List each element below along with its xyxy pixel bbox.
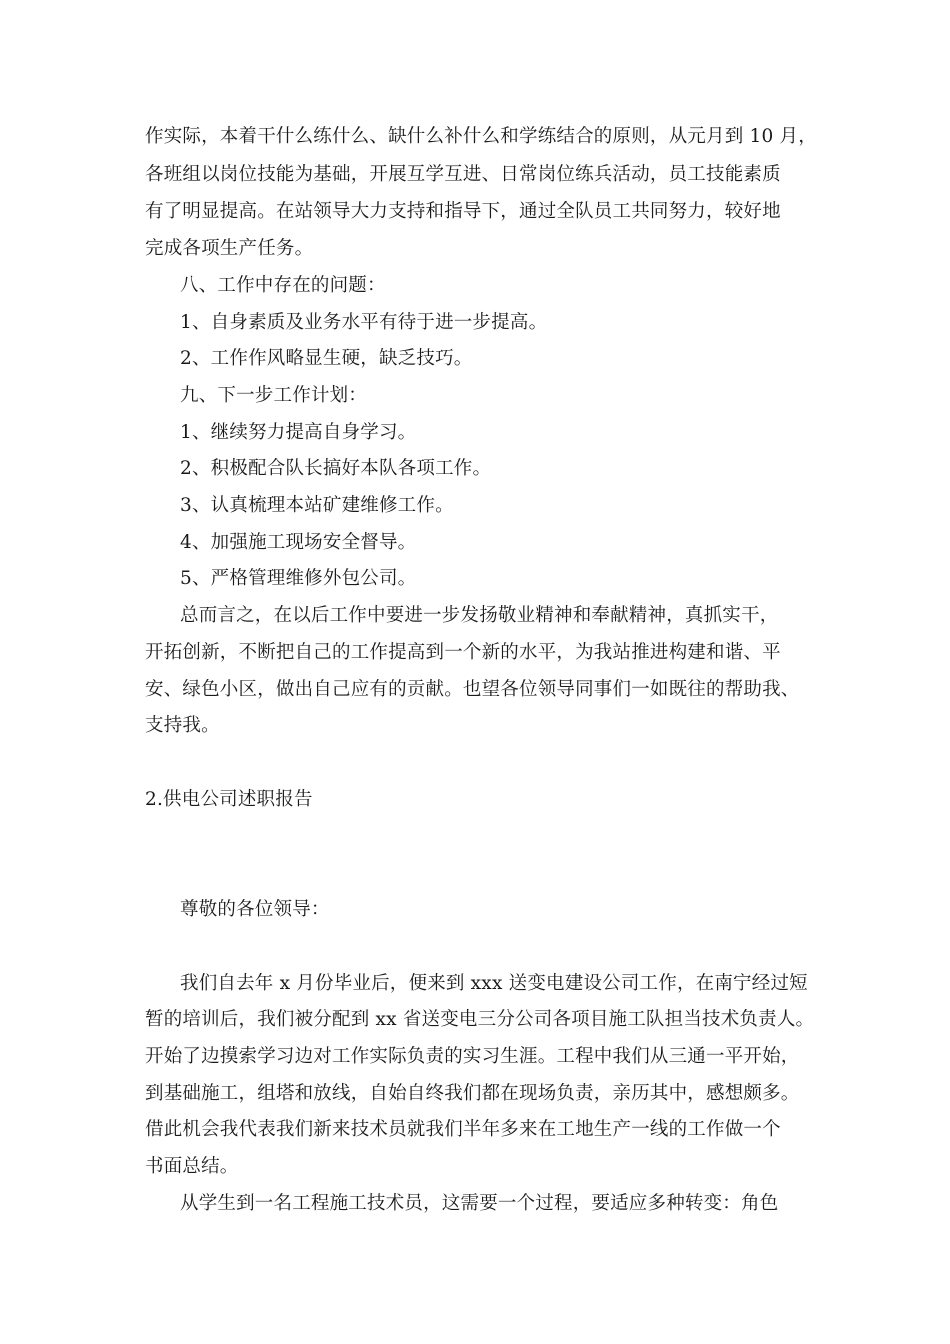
list-item: 5、严格管理维修外包公司。 <box>180 568 417 589</box>
text-line: 作实际，本着干什么练什么、缺什么补什么和学练结合的原则，从元月到 10 月， <box>145 126 817 147</box>
text-line: 安、绿色小区，做出自己应有的贡献。也望各位领导同事们一如既往的帮助我、 <box>145 679 800 700</box>
list-item: 1、自身素质及业务水平有待于进一步提高。 <box>180 312 548 333</box>
text-line: 书面总结。 <box>145 1156 239 1177</box>
report-title: 2.供电公司述职报告 <box>145 789 313 810</box>
text-line: 暂的培训后，我们被分配到 xx 省送变电三分公司各项目施工队担当技术负责人。 <box>145 1009 815 1030</box>
text-line: 总而言之，在以后工作中要进一步发扬敬业精神和奉献精神，真抓实干， <box>180 605 779 626</box>
list-item: 2、工作作风略显生硬，缺乏技巧。 <box>180 348 473 369</box>
section-heading: 八、工作中存在的问题： <box>180 275 386 296</box>
list-item: 1、继续努力提高自身学习。 <box>180 422 417 443</box>
text-line: 有了明显提高。在站领导大力支持和指导下，通过全队员工共同努力，较好地 <box>145 201 781 222</box>
salutation: 尊敬的各位领导： <box>180 899 330 920</box>
text-line: 开始了边摸索学习边对工作实际负责的实习生涯。工程中我们从三通一平开始， <box>145 1046 800 1067</box>
text-line: 到基础施工，组塔和放线，自始自终我们都在现场负责，亲历其中，感想颇多。 <box>145 1083 800 1104</box>
section-heading: 九、下一步工作计划： <box>180 385 368 406</box>
text-line: 我们自去年 x 月份毕业后，便来到 xxx 送变电建设公司工作，在南宁经过短 <box>180 973 808 994</box>
text-line: 支持我。 <box>145 715 220 736</box>
text-line: 开拓创新，不断把自己的工作提高到一个新的水平，为我站推进构建和谐、平 <box>145 642 781 663</box>
text-line: 完成各项生产任务。 <box>145 238 314 259</box>
text-line: 借此机会我代表我们新来技术员就我们半年多来在工地生产一线的工作做一个 <box>145 1119 781 1140</box>
list-item: 4、加强施工现场安全督导。 <box>180 532 417 553</box>
text-line: 从学生到一名工程施工技术员，这需要一个过程，要适应多种转变：角色 <box>180 1193 779 1214</box>
list-item: 3、认真梳理本站矿建维修工作。 <box>180 495 454 516</box>
text-line: 各班组以岗位技能为基础，开展互学互进、日常岗位练兵活动，员工技能素质 <box>145 164 781 185</box>
list-item: 2、积极配合队长搞好本队各项工作。 <box>180 458 492 479</box>
